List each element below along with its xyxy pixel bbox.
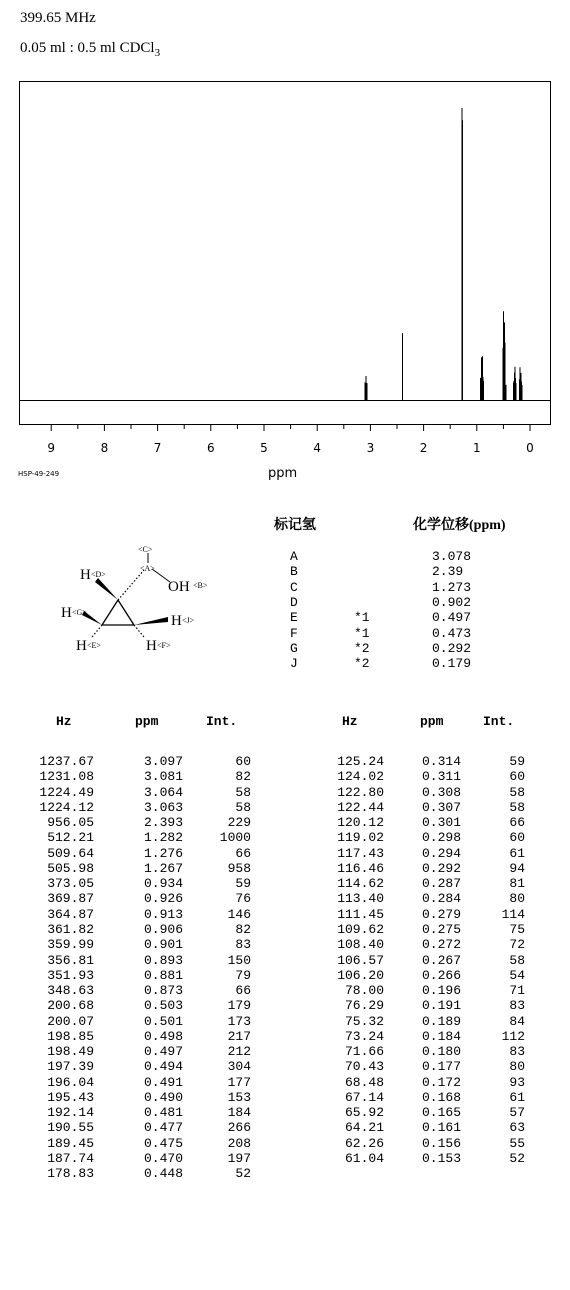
spectrometer-frequency: 399.65 MHz — [20, 10, 96, 26]
peak-table-cell: 0.267 — [421, 952, 461, 968]
peak-table-cell: 0.161 — [421, 1120, 461, 1136]
peak-table-cell: 359.99 — [47, 937, 94, 953]
x-axis-ticks — [47, 425, 533, 455]
peak-table-cell: 153 — [227, 1089, 251, 1105]
peak-table-cell: 348.63 — [47, 983, 94, 999]
peak-table-cell: 0.494 — [143, 1059, 183, 1075]
peak-table-cell: 0.292 — [421, 860, 461, 876]
peak-table-cell: 82 — [235, 921, 251, 937]
peak-table-cell: 83 — [509, 998, 525, 1014]
assignment-shift: 1.273 — [432, 579, 472, 595]
peak-table-cell: 80 — [509, 1059, 525, 1075]
peak-table-cell: 0.881 — [143, 967, 183, 983]
peak-table-cell: 62.26 — [344, 1135, 384, 1151]
peak-table-cell: 351.93 — [47, 967, 94, 983]
peak-table-cell: 120.12 — [337, 815, 384, 831]
hash-bond-a — [118, 570, 144, 600]
peak-table-cell: 0.448 — [143, 1166, 183, 1182]
peak-table-cell: 113.40 — [337, 891, 384, 907]
peak-table-cell: 0.934 — [143, 876, 183, 892]
peak-table-cell: 55 — [509, 1135, 525, 1151]
peak-table-cell: 0.284 — [421, 891, 461, 907]
peak-table-cell: 0.491 — [143, 1074, 183, 1090]
peak-table-cell: 60 — [235, 754, 251, 769]
x-tick-label: 0 — [526, 441, 534, 455]
assignment-shift: 0.497 — [432, 610, 472, 626]
assignment-label: B — [290, 564, 298, 580]
peak-table-cell: 0.189 — [421, 1013, 461, 1029]
x-tick-label: 4 — [313, 441, 322, 455]
peak-table-cell: 0.180 — [421, 1044, 461, 1060]
peak-table-cell: 65.92 — [344, 1105, 384, 1121]
assignment-note: *2 — [354, 640, 370, 656]
wedge-bond-j — [134, 617, 168, 625]
peak-table-cell: 73.24 — [344, 1028, 384, 1044]
peak-table-cell: 58 — [235, 799, 251, 815]
peak-table-cell: 0.481 — [143, 1105, 183, 1121]
assignment-shift: 2.39 — [432, 564, 464, 580]
peak-table-cell: 60 — [509, 769, 525, 785]
peak-table-cell: 3.064 — [143, 784, 183, 800]
peak-table-cell: 0.501 — [143, 1013, 183, 1029]
peak-table-cell: 60 — [509, 830, 525, 846]
x-tick-label: 2 — [419, 441, 428, 455]
x-tick-label: 6 — [206, 441, 215, 455]
peak-table-cell: 1231.08 — [39, 769, 94, 785]
peak-table-cell: 83 — [235, 937, 251, 953]
assignment-label: C — [290, 579, 298, 595]
peak-table-cell: 197 — [227, 1151, 251, 1167]
peak-table-cell: 0.475 — [143, 1135, 183, 1151]
peak-table-cell: 106.20 — [337, 967, 384, 983]
peak-table-cell: 78.00 — [344, 983, 384, 999]
peak-table-cell: 58 — [235, 784, 251, 800]
peak-table-cell: 0.873 — [143, 983, 183, 999]
peak-table-cell: 93 — [509, 1074, 525, 1090]
assignment-shift: 3.078 — [432, 549, 472, 564]
peak-table-cell: 71.66 — [344, 1044, 384, 1060]
peak-table-cell: 61 — [509, 1089, 525, 1105]
peak-table-cell: 958 — [227, 860, 251, 876]
peak-table-cell: 150 — [227, 952, 251, 968]
peak-table-cell: 1.282 — [143, 830, 183, 846]
peak-table-cell: 208 — [227, 1135, 251, 1151]
peak-table-cell: 179 — [227, 998, 251, 1014]
peak-table-cell: 125.24 — [337, 754, 384, 769]
peak-table-cell: 58 — [509, 799, 525, 815]
peak-table-cell: 0.177 — [421, 1059, 461, 1075]
peak-table-cell: 197.39 — [47, 1059, 94, 1075]
peak-table-cell: 0.294 — [421, 845, 461, 861]
peak-table-cell: 122.80 — [337, 784, 384, 800]
peak-table-cell: 1.276 — [143, 845, 183, 861]
peak-table-cell: 266 — [227, 1120, 251, 1136]
peak-table-cell: 52 — [235, 1166, 251, 1182]
peak-table-cell: 52 — [509, 1151, 525, 1167]
peak-table-cell: 195.43 — [47, 1089, 94, 1105]
x-tick-label: 3 — [366, 441, 375, 455]
peak-table-cell: 64.21 — [344, 1120, 384, 1136]
peak-table-cell: 83 — [509, 1044, 525, 1060]
peak-table-cell: 94 — [509, 860, 525, 876]
peak-table-cell: 0.906 — [143, 921, 183, 937]
peak-table-cell: 0.168 — [421, 1089, 461, 1105]
peak-table-cell: 75.32 — [344, 1013, 384, 1029]
peak-table-cell: 75 — [509, 921, 525, 937]
peak-table-cell: 304 — [227, 1059, 251, 1075]
peak-table-cell: 0.477 — [143, 1120, 183, 1136]
atom-h-d: H — [80, 567, 91, 583]
peak-table-cell: 0.901 — [143, 937, 183, 953]
peak-table-cell: 505.98 — [47, 860, 94, 876]
peak-table-cell: 356.81 — [47, 952, 94, 968]
peak-table-cell: 0.311 — [421, 769, 461, 785]
label-e: <E> — [87, 641, 101, 650]
atom-oh: OH — [168, 579, 190, 595]
peak-table-cell: 58 — [509, 784, 525, 800]
atom-h-g: H — [61, 605, 72, 621]
peak-table-cell: 373.05 — [47, 876, 94, 892]
peak-table-cell: 1237.67 — [39, 754, 94, 769]
peak-table-cell: 0.503 — [143, 998, 183, 1014]
assignment-header-label: 标记氢 — [274, 518, 316, 533]
peak-table-cell: 66 — [509, 815, 525, 831]
assignment-shift: 0.902 — [432, 594, 472, 610]
peak-table-cell: 61 — [509, 845, 525, 861]
peak-table-cell: 81 — [509, 876, 525, 892]
peak-table-header: Hz — [56, 714, 72, 729]
peak-table-cell: 200.07 — [47, 1013, 94, 1029]
label-f: <F> — [157, 641, 171, 650]
peak-table-cell: 58 — [509, 952, 525, 968]
peak-table-cell: 0.913 — [143, 906, 183, 922]
peak-table-cell: 72 — [509, 937, 525, 953]
peak-table-cell: 217 — [227, 1028, 251, 1044]
peak-table-cell: 82 — [235, 769, 251, 785]
peak-table-cell: 0.497 — [143, 1044, 183, 1060]
spectrum-code: HSP-49-249 — [18, 470, 60, 478]
ring-bond-top-left — [102, 600, 118, 625]
label-j: <J> — [182, 616, 195, 625]
label-a: <A> — [140, 564, 155, 573]
peak-table-cell: 3.063 — [143, 799, 183, 815]
peak-table-cell: 0.184 — [421, 1028, 461, 1044]
peak-table-cell: 0.191 — [421, 998, 461, 1014]
label-c: <C> — [138, 545, 153, 554]
peak-table-cell: 57 — [509, 1105, 525, 1121]
peak-table-cell: 0.172 — [421, 1074, 461, 1090]
peak-table-cell: 0.272 — [421, 937, 461, 953]
peak-table-cell: 196.04 — [47, 1074, 94, 1090]
peak-table-cell: 84 — [509, 1013, 525, 1029]
peak-table-cell: 361.82 — [47, 921, 94, 937]
peak-table-cell: 192.14 — [47, 1105, 94, 1121]
nmr-spectrum-chart — [0, 0, 570, 470]
assignment-shift: 0.292 — [432, 640, 472, 656]
peak-table-cell: 364.87 — [47, 906, 94, 922]
molecule-structure — [60, 527, 240, 677]
peak-table-cell: 177 — [227, 1074, 251, 1090]
ring-bond-top-right — [118, 600, 134, 625]
peak-table-cell: 0.156 — [421, 1135, 461, 1151]
peak-table-cell: 70.43 — [344, 1059, 384, 1075]
peak-table-cell: 68.48 — [344, 1074, 384, 1090]
atom-h-f: H — [146, 638, 157, 654]
peak-table-cell: 54 — [509, 967, 525, 983]
peak-table-cell: 80 — [509, 891, 525, 907]
peak-table-cell: 71 — [509, 983, 525, 999]
peak-table-cell: 0.275 — [421, 921, 461, 937]
peak-table-cell: 111.45 — [337, 906, 384, 922]
assignment-shift: 0.473 — [432, 625, 472, 641]
peak-table-cell: 512.21 — [47, 830, 94, 846]
peak-table-cell: 109.62 — [337, 921, 384, 937]
peak-table-cell: 1.267 — [143, 860, 183, 876]
peak-table-header: Int. — [206, 714, 238, 729]
peak-table-cell: 1000 — [219, 830, 251, 846]
peak-table-cell: 173 — [227, 1013, 251, 1029]
peak-table-cell: 198.49 — [47, 1044, 94, 1060]
assignment-header-shift: 化学位移(ppm) — [413, 518, 506, 533]
peak-table-header: Hz — [342, 714, 358, 729]
peak-table-cell: 67.14 — [344, 1089, 384, 1105]
peak-table-cell: 3.097 — [143, 754, 183, 769]
atom-h-j: H — [171, 613, 182, 629]
peak-table-cell: 0.893 — [143, 952, 183, 968]
peak-table-cell: 108.40 — [337, 937, 384, 953]
peak-table-cell: 76 — [235, 891, 251, 907]
peak-table-cell: 61.04 — [344, 1151, 384, 1167]
peak-table-cell: 0.308 — [421, 784, 461, 800]
peak-table-cell: 212 — [227, 1044, 251, 1060]
peak-table-header: ppm — [135, 714, 159, 729]
peak-table-cell: 1224.49 — [39, 784, 94, 800]
peak-table-cell: 1224.12 — [39, 799, 94, 815]
x-tick-label: 9 — [47, 441, 56, 455]
peak-table-cell: 3.081 — [143, 769, 183, 785]
peak-table-cell: 187.74 — [47, 1151, 94, 1167]
peak-table-cell: 0.314 — [421, 754, 461, 769]
peak-table-cell: 0.165 — [421, 1105, 461, 1121]
x-axis-label: ppm — [268, 466, 298, 481]
assignment-note: *2 — [354, 656, 370, 672]
peak-table-cell: 117.43 — [337, 845, 384, 861]
peak-table-cell: 116.46 — [337, 860, 384, 876]
x-tick-label: 8 — [100, 441, 109, 455]
peak-table-cell: 59 — [509, 754, 525, 769]
assignment-label: J — [290, 656, 298, 672]
x-tick-label: 5 — [260, 441, 268, 455]
peak-table-cell: 184 — [227, 1105, 251, 1121]
peak-table-header: ppm — [420, 714, 444, 729]
peak-table-cell: 0.307 — [421, 799, 461, 815]
peak-table-cell: 0.279 — [421, 906, 461, 922]
assignment-label: F — [290, 625, 298, 641]
peak-table-cell: 2.393 — [143, 815, 183, 831]
assignment-note: *1 — [354, 625, 370, 641]
peak-table-cell: 0.153 — [421, 1151, 461, 1167]
peak-table-cell: 66 — [235, 845, 251, 861]
wedge-bond-d — [95, 578, 118, 600]
peak-table-cell: 79 — [235, 967, 251, 983]
peak-table-cell: 0.301 — [421, 815, 461, 831]
solvent-text: 0.05 ml : 0.5 ml CDCl — [20, 40, 155, 56]
peak-table-cell: 76.29 — [344, 998, 384, 1014]
label-d: <D> — [91, 570, 106, 579]
peak-table-cell: 229 — [227, 815, 251, 831]
peak-table-cell: 63 — [509, 1120, 525, 1136]
peak-table-cell: 369.87 — [47, 891, 94, 907]
spectrum-peaks — [365, 108, 522, 400]
assignment-label: G — [290, 640, 298, 656]
peak-table-cell: 106.57 — [337, 952, 384, 968]
label-b: <B> — [193, 581, 208, 590]
assignment-label: A — [290, 549, 298, 564]
x-tick-label: 1 — [472, 441, 481, 455]
peak-table-cell: 0.490 — [143, 1089, 183, 1105]
x-tick-label: 7 — [153, 441, 162, 455]
peak-table-cell: 0.287 — [421, 876, 461, 892]
peak-table-cell: 59 — [235, 876, 251, 892]
hash-bond-e — [92, 625, 102, 637]
peak-table-cell: 190.55 — [47, 1120, 94, 1136]
label-g: <G> — [72, 608, 87, 617]
peak-table-cell: 198.85 — [47, 1028, 94, 1044]
peak-table-cell: 0.498 — [143, 1028, 183, 1044]
hash-bond-f — [134, 625, 144, 637]
peak-table-cell: 0.298 — [421, 830, 461, 846]
peak-table-cell: 114.62 — [337, 876, 384, 892]
peak-table-cell: 0.266 — [421, 967, 461, 983]
assignment-shift: 0.179 — [432, 656, 472, 672]
assignment-label: E — [290, 610, 298, 626]
peak-table-cell: 122.44 — [337, 799, 384, 815]
peak-table-cell: 114 — [501, 906, 525, 922]
plot-frame — [20, 82, 551, 425]
peak-table-cell: 146 — [227, 906, 251, 922]
atom-h-e: H — [76, 638, 87, 654]
peak-table-cell: 200.68 — [47, 998, 94, 1014]
peak-table-header: Int. — [483, 714, 515, 729]
peak-table-cell: 0.926 — [143, 891, 183, 907]
peak-table-cell: 509.64 — [47, 845, 94, 861]
peak-table-cell: 956.05 — [47, 815, 94, 831]
peak-table-cell: 119.02 — [337, 830, 384, 846]
assignment-note: *1 — [354, 610, 370, 626]
peak-table-cell: 0.196 — [421, 983, 461, 999]
peak-table-cell: 66 — [235, 983, 251, 999]
assignment-label: D — [290, 594, 298, 610]
peak-table-cell: 0.470 — [143, 1151, 183, 1167]
peak-table-cell: 178.83 — [47, 1166, 94, 1182]
peak-table-cell: 189.45 — [47, 1135, 94, 1151]
peak-table-cell: 124.02 — [337, 769, 384, 785]
solvent-subscript: 3 — [154, 47, 161, 59]
peak-table-cell: 112 — [501, 1028, 525, 1044]
